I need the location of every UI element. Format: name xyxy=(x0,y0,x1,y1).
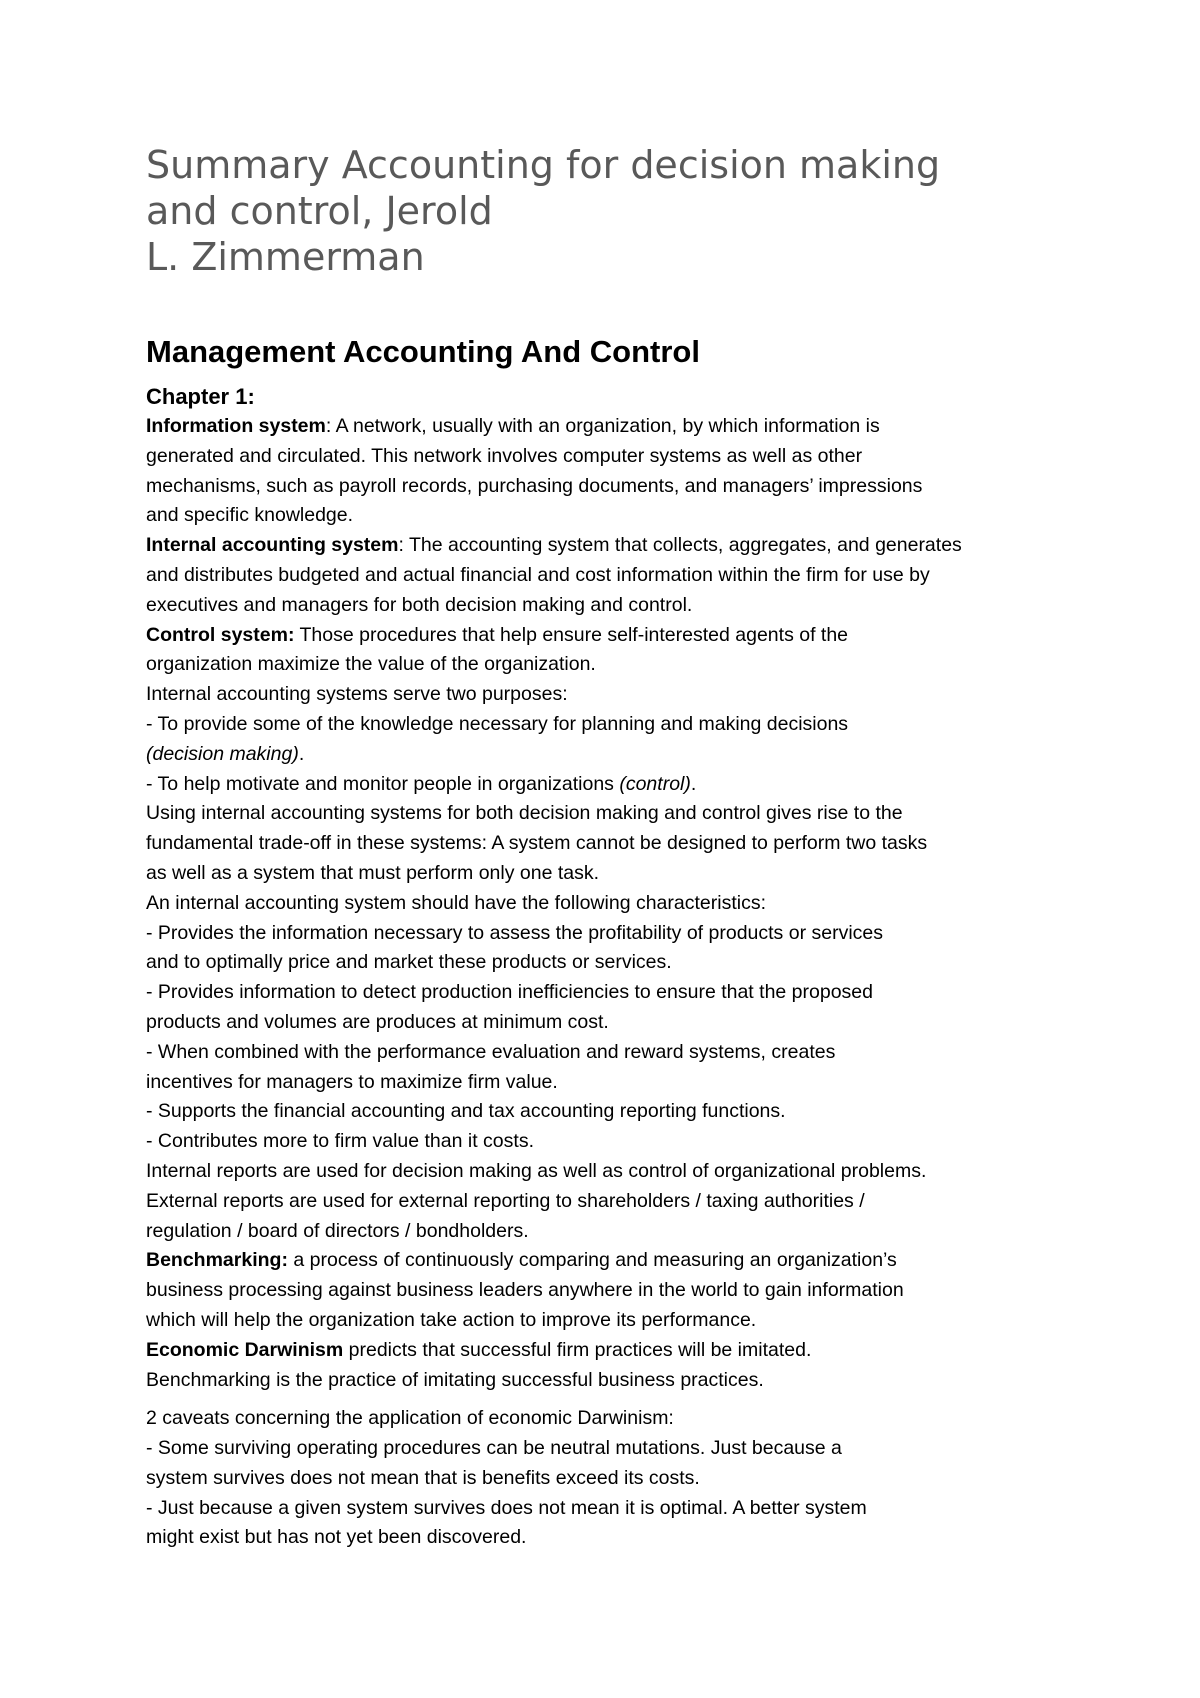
document-page xyxy=(146,142,1086,1553)
paragraph-line: business processing against business leaders anywhere in the world to gain information xyxy=(146,1279,904,1302)
paragraph-line: and specific knowledge. xyxy=(146,504,354,527)
paragraph-line: and distributes budgeted and actual financial and cost information within the firm for use by xyxy=(146,563,930,586)
title-line-3: L. Zimmerman xyxy=(146,235,425,279)
list-item-continuation: system survives does not mean that is benefits exceed its costs. xyxy=(146,1466,700,1489)
list-item-continuation: incentives for managers to maximize firm value. xyxy=(146,1070,558,1093)
paragraph-line: Internal accounting systems serve two purposes: xyxy=(146,683,568,706)
paragraph-line: generated and circulated. This network involves computer systems as well as other xyxy=(146,444,863,467)
paragraph-line: which will help the organization take action to improve its performance. xyxy=(146,1308,757,1331)
list-item: - Supports the financial accounting and tax accounting reporting functions. xyxy=(146,1100,786,1123)
document-title xyxy=(146,142,1086,280)
chapter-heading: Chapter 1: xyxy=(146,384,255,409)
term-information-system: Information system xyxy=(146,415,326,437)
paragraph-line: Internal reports are used for decision making as well as control of organizational problems. xyxy=(146,1159,927,1182)
paragraph-line: organization maximize the value of the organization. xyxy=(146,653,596,676)
list-item-continuation: products and volumes are produces at minimum cost. xyxy=(146,1010,609,1033)
body-text xyxy=(146,412,1086,1553)
list-item: - Some surviving operating procedures can be neutral mutations. Just because a xyxy=(146,1437,842,1460)
list-item-continuation: and to optimally price and market these products or services. xyxy=(146,951,672,974)
term-internal-accounting-system: Internal accounting system xyxy=(146,534,399,557)
spacer xyxy=(146,1395,1086,1404)
paragraph-line: Benchmarking is the practice of imitating successful business practices. xyxy=(146,1368,764,1391)
paragraph-line: Economic Darwinism predicts that successful firm practices will be imitated. xyxy=(146,1338,812,1361)
title-line-2: and control, Jerold xyxy=(146,189,493,233)
list-item: - Provides information to detect production inefficiencies to ensure that the proposed xyxy=(146,981,873,1004)
section-heading: Management Accounting And Control xyxy=(146,334,700,369)
paragraph-line: Control system: Those procedures that help ensure self-interested agents of the xyxy=(146,623,849,646)
paragraph-line: as well as a system that must perform only one task. xyxy=(146,861,600,884)
paragraph-line: 2 caveats concerning the application of economic Darwinism: xyxy=(146,1407,674,1430)
list-item: - To help motivate and monitor people in organizations (control). xyxy=(146,772,697,795)
paragraph-line: An internal accounting system should have the following characteristics: xyxy=(146,891,766,914)
paragraph-line: External reports are used for external reporting to shareholders / taxing authorities / xyxy=(146,1189,865,1212)
paragraph-line: mechanisms, such as payroll records, purchasing documents, and managers’ impressions xyxy=(146,474,923,497)
term-benchmarking: Benchmarking: xyxy=(146,1249,288,1272)
list-item-continuation: (decision making). xyxy=(146,742,305,765)
paragraph-line: Benchmarking: a process of continuously comparing and measuring an organization’s xyxy=(146,1249,897,1272)
paragraph-line: Internal accounting system: The accounting system that collects, aggregates, and generates xyxy=(146,534,962,557)
term-control-system: Control system: xyxy=(146,623,295,646)
list-item-continuation: might exist but has not yet been discovered. xyxy=(146,1526,527,1549)
list-item: - Provides the information necessary to assess the profitability of products or services xyxy=(146,921,883,944)
paragraph-line: Using internal accounting systems for both decision making and control gives rise to the xyxy=(146,802,903,825)
paragraph-line: executives and managers for both decision making and control. xyxy=(146,593,693,616)
title-line-1: Summary Accounting for decision making xyxy=(146,143,941,187)
list-item: - Contributes more to firm value than it costs. xyxy=(146,1130,534,1153)
paragraph-line: regulation / board of directors / bondholders. xyxy=(146,1219,529,1242)
paragraph-line: fundamental trade-off in these systems: A system cannot be designed to perform two tasks xyxy=(146,832,928,855)
list-item: - When combined with the performance evaluation and reward systems, creates xyxy=(146,1040,836,1063)
paragraph-line: Information system: A network, usually with an organization, by which information is xyxy=(146,415,880,437)
list-item: - To provide some of the knowledge necessary for planning and making decisions xyxy=(146,712,849,735)
term-economic-darwinism: Economic Darwinism xyxy=(146,1338,344,1361)
list-item: - Just because a given system survives does not mean it is optimal. A better system xyxy=(146,1496,867,1519)
